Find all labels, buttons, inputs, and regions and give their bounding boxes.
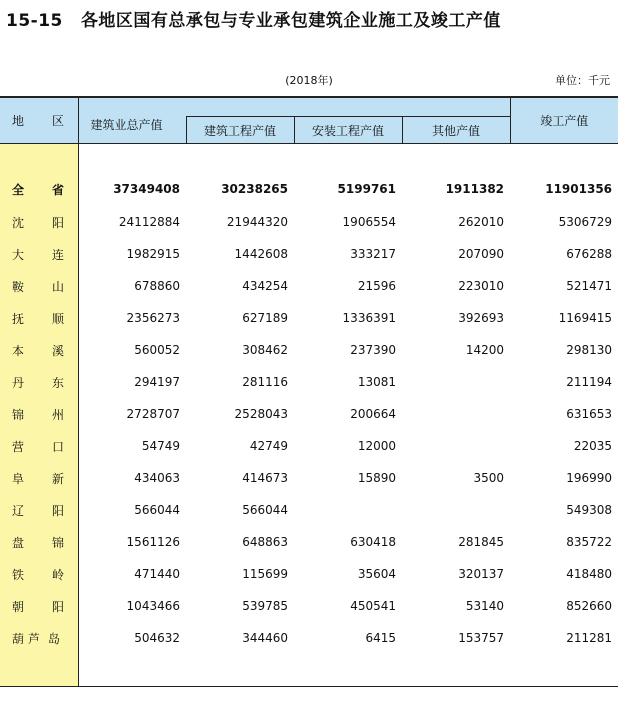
cell-other: [402, 430, 510, 462]
table-row: [0, 238, 618, 270]
cell-construction: 648863: [242, 535, 288, 549]
region-cell: 葫芦 岛: [0, 622, 78, 654]
cell-other: 392693: [458, 311, 505, 325]
cell-installation: 1336391: [342, 311, 396, 325]
cell-construction: 1442608: [234, 247, 288, 261]
table-row: [0, 622, 618, 654]
region-spacer-bottom: [0, 654, 78, 687]
cell-total: 471440: [134, 567, 180, 581]
table-row: [0, 334, 618, 366]
unit-label: 单位：千元: [555, 74, 610, 87]
cell-completed: 852660: [566, 599, 613, 613]
cell-construction: 42749: [249, 439, 288, 453]
table-row: [0, 430, 618, 462]
region-cell: 本 溪: [0, 334, 78, 366]
cell-completed: 835722: [566, 535, 613, 549]
cell-total: 1561126: [126, 535, 180, 549]
cell-installation: 200664: [350, 407, 396, 421]
cell-installation: 13081: [357, 375, 396, 389]
cell-total: 560052: [134, 343, 180, 357]
cell-completed: 22035: [573, 439, 613, 453]
cell-construction: 414673: [242, 471, 288, 485]
cell-other: 223010: [458, 279, 505, 293]
region-cell: 丹 东: [0, 366, 78, 398]
cell-construction: 566044: [242, 503, 288, 517]
header-installation: 安装工程产值: [294, 117, 402, 144]
table-row: [0, 270, 618, 302]
cell-total: 2728707: [126, 407, 180, 421]
table-row: [0, 494, 618, 526]
cell-completed: 211194: [566, 375, 613, 389]
year-subtitle: (2018年): [285, 74, 333, 87]
cell-other: 53140: [465, 599, 505, 613]
cell-total: 1043466: [126, 599, 180, 613]
cell-total: 678860: [134, 279, 180, 293]
cell-construction: 30238265: [221, 182, 288, 196]
cell-construction: 539785: [242, 599, 288, 613]
cell-completed: 631653: [566, 407, 613, 421]
cell-installation: 333217: [350, 247, 396, 261]
region-cell: 鞍 山: [0, 270, 78, 302]
cell-completed: 211281: [566, 631, 613, 645]
cell-total: 434063: [134, 471, 180, 485]
region-cell: 朝 阳: [0, 590, 78, 622]
cell-construction: 627189: [242, 311, 288, 325]
cell-other: 320137: [458, 567, 505, 581]
cell-total: 504632: [134, 631, 180, 645]
cell-total: 2356273: [126, 311, 180, 325]
region-cell: 抚 顺: [0, 302, 78, 334]
region-cell: 盘 锦: [0, 526, 78, 558]
cell-construction: 2528043: [234, 407, 288, 421]
header-completed: 竣工产值: [510, 97, 618, 144]
cell-total: 1982915: [126, 247, 180, 261]
header-other: 其他产值: [402, 117, 510, 144]
cell-completed: 676288: [566, 247, 613, 261]
cell-total: 54749: [141, 439, 180, 453]
table-row: [0, 526, 618, 558]
table-row: [0, 206, 618, 238]
cell-construction: 308462: [242, 343, 288, 357]
cell-installation: 21596: [357, 279, 396, 293]
cell-total: 294197: [134, 375, 180, 389]
cell-installation: 12000: [357, 439, 396, 453]
table-number: 15-15: [6, 11, 63, 31]
region-cell: 沈 阳: [0, 206, 78, 238]
cell-completed: 418480: [566, 567, 613, 581]
region-cell: 阜 新: [0, 462, 78, 494]
cell-completed: 5306729: [558, 215, 613, 229]
cell-completed: 1169415: [558, 311, 613, 325]
cell-other: 207090: [458, 247, 505, 261]
table-row: [0, 398, 618, 430]
cell-construction: 281116: [242, 375, 288, 389]
cell-installation: 630418: [350, 535, 396, 549]
cell-other: 1911382: [445, 182, 505, 196]
table-row: [0, 366, 618, 398]
cell-completed: 11901356: [545, 182, 613, 196]
cell-other: [402, 366, 510, 398]
region-spacer: [0, 144, 78, 173]
region-cell: 锦 州: [0, 398, 78, 430]
cell-completed: 521471: [566, 279, 613, 293]
cell-total: 24112884: [118, 215, 180, 229]
region-cell: 全 省: [0, 172, 78, 206]
cell-total: 566044: [134, 503, 180, 517]
table-row: [0, 590, 618, 622]
cell-other: 3500: [473, 471, 505, 485]
cell-other: 153757: [458, 631, 505, 645]
cell-installation: 450541: [350, 599, 396, 613]
header-group-spacer: [186, 97, 510, 117]
cell-installation: [294, 494, 402, 526]
data-table: [0, 96, 618, 686]
cell-construction: 344460: [242, 631, 288, 645]
table-title: 各地区国有总承包与专业承包建筑企业施工及竣工产值: [80, 11, 501, 31]
cell-total: 37349408: [113, 182, 180, 196]
page-title: [6, 6, 501, 31]
cell-installation: 237390: [350, 343, 396, 357]
cell-construction: 434254: [242, 279, 288, 293]
cell-installation: 15890: [357, 471, 396, 485]
cell-installation: 1906554: [342, 215, 396, 229]
cell-installation: 35604: [357, 567, 396, 581]
table-row: [0, 172, 618, 206]
cell-other: [402, 398, 510, 430]
cell-other: 14200: [465, 343, 505, 357]
region-cell: 大 连: [0, 238, 78, 270]
table-row: [0, 302, 618, 334]
header-total: 建筑业总产值: [78, 97, 186, 144]
cell-installation: 5199761: [337, 182, 396, 196]
header-construction: 建筑工程产值: [186, 117, 294, 144]
region-cell: 营 口: [0, 430, 78, 462]
table-row: [0, 558, 618, 590]
cell-completed: 549308: [566, 503, 613, 517]
cell-other: 262010: [458, 215, 505, 229]
region-cell: 辽 阳: [0, 494, 78, 526]
cell-installation: 6415: [365, 631, 396, 645]
cell-completed: 196990: [566, 471, 613, 485]
table-row: [0, 462, 618, 494]
header-region: 地 区: [0, 97, 78, 144]
cell-construction: 21944320: [226, 215, 288, 229]
cell-construction: 115699: [242, 567, 288, 581]
cell-other: 281845: [458, 535, 505, 549]
cell-completed: 298130: [566, 343, 613, 357]
region-cell: 铁 岭: [0, 558, 78, 590]
cell-other: [402, 494, 510, 526]
